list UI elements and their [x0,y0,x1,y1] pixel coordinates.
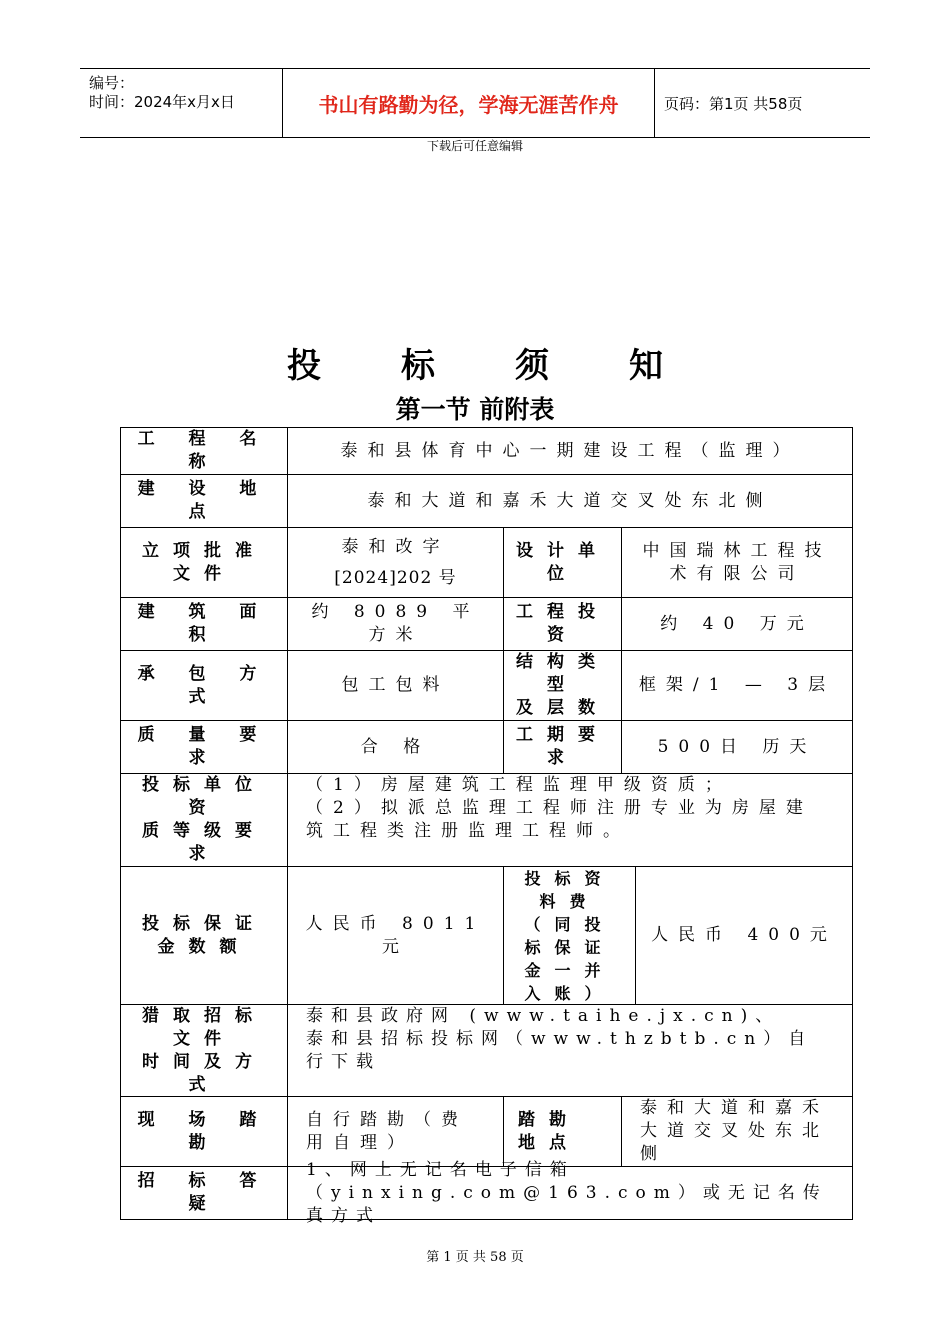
design-label: 设计单位 [516,540,609,584]
number-label: 编号： [89,74,135,92]
structure-label-line: 结构类型 [516,652,609,695]
page-info: 页码：第1页 共58页 [664,94,803,113]
qualification-value [288,774,852,866]
approval-value [288,528,503,597]
doc-title-char: 标 [401,346,435,386]
obtain-value-line: 泰和县政府网 (www.taihe.jx.cn)、 [306,1006,781,1026]
design-value: 中国瑞林工程技术有限公司 [642,540,832,584]
obtain-value-line: 泰和县招标投标网（www.thzbtb.cn）自行下载 [306,1029,814,1072]
obtain-label [121,1005,287,1096]
obtain-label-line: 猎取招标文件 [142,1005,266,1049]
bond-label: 投标保证金数额 [142,913,266,957]
duration-value: 500日 历天 [657,736,817,757]
page-header [80,68,870,138]
subheader: 下载后可任意编辑 [426,139,523,153]
structure-label-line: 及层数 [516,698,609,718]
section-title: 第一节 前附表 [395,395,555,424]
doc-title [0,338,950,387]
structure-label [504,651,621,720]
fee-label: 投标资料费（同投标保证金一并入账） [524,868,615,1003]
qualification-label [121,774,287,866]
area-value: 约 8089 平方米 [311,602,480,645]
page-footer: 第 1 页 共 58 页 [426,1250,524,1265]
doc-title-char: 投 [287,346,321,386]
fee-value: 人民币 400元 [651,925,837,945]
project-name-value: 泰和县体育中心一期建设工程（监理） [340,440,800,461]
quality-label: 质 量 要 求 [137,725,271,768]
survey-place-label: 踏勘地点 [518,1109,580,1153]
doc-title-char: 知 [629,346,663,386]
approval-value-line: 泰和改字 [341,536,450,557]
contract-value: 包工包料 [341,675,450,695]
qa-value: 1、网上无记名电子信箱（yinxing.com@163.com）或无记名传真方式 [306,1159,828,1226]
structure-value: 框架/1 — 3层 [638,675,836,695]
obtain-label-line: 时间及方式 [142,1051,266,1095]
qualification-label-line: 质等级要求 [142,821,266,864]
survey-place-value: 泰和大道和嘉禾大道交叉处东北侧 [640,1098,829,1164]
duration-label: 工期要求 [516,725,609,768]
investment-label: 工程投资 [516,602,609,645]
header-meta [80,69,283,137]
qualification-label-line: 投标单位资 [142,775,266,818]
survey-value: 自行踏勘（费用自理） [306,1109,468,1153]
time-label: 时间：2024年x月x日 [89,93,235,111]
contract-label: 承 包 方 式 [137,663,271,707]
obtain-value [288,1005,852,1096]
qualification-value-line: （2）拟派总监理工程师注册专业为房屋建筑工程类注册监理工程师。 [306,798,813,841]
survey-label: 现 场 踏 勘 [137,1109,271,1153]
investment-value: 约 40 万元 [660,613,814,634]
area-label: 建 筑 面 积 [137,602,271,645]
motto: 书山有路勤为径，学海无涯苦作舟 [283,69,655,137]
site-label: 建 设 地 点 [137,479,271,522]
site-value: 泰和大道和嘉禾大道交叉处东北侧 [367,490,773,511]
approval-label: 立项批准文件 [142,540,266,584]
qualification-value-line: （1）房屋建筑工程监理甲级资质； [306,775,732,795]
quality-value: 合 格 [360,736,431,757]
approval-value-line: [2024]202 号 [334,567,457,588]
doc-title-char: 须 [515,346,549,386]
qa-label: 招 标 答 疑 [137,1171,271,1214]
bond-value: 人民币 8011 元 [305,913,486,957]
project-name-label: 工 程 名 称 [137,429,271,472]
